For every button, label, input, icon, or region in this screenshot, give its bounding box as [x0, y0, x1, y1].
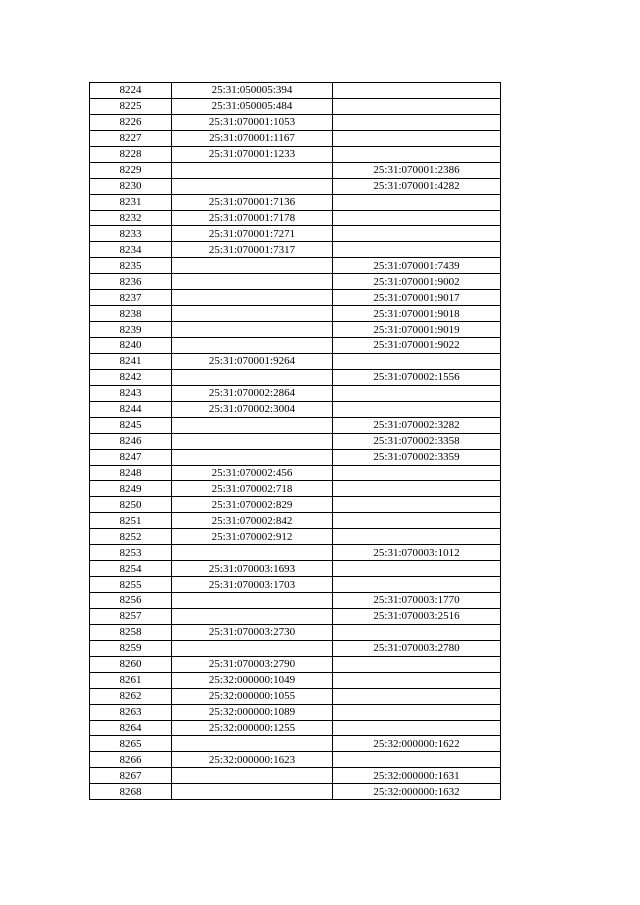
- cadastral-number-cell-col2: [172, 417, 333, 433]
- table-row: [90, 178, 501, 194]
- cadastral-number-cell-col3: 25:31:070003:2780: [333, 640, 501, 656]
- table-row: [90, 672, 501, 688]
- row-number-cell: 8231: [90, 194, 172, 210]
- cadastral-number-cell-col2: [172, 768, 333, 784]
- table-row: [90, 98, 501, 114]
- table-row: [90, 561, 501, 577]
- cadastral-number-cell-col3: [333, 529, 501, 545]
- table-row: [90, 640, 501, 656]
- cadastral-number-cell-col3: [333, 497, 501, 513]
- table-row: [90, 656, 501, 672]
- cadastral-number-cell-col3: [333, 401, 501, 417]
- cadastral-number-cell-col2: 25:31:070002:3004: [172, 401, 333, 417]
- cadastral-number-cell-col3: [333, 561, 501, 577]
- table-row: [90, 417, 501, 433]
- cadastral-number-cell-col3: [333, 577, 501, 593]
- row-number-cell: 8228: [90, 146, 172, 162]
- table-row: [90, 338, 501, 354]
- cadastral-number-cell-col2: [172, 449, 333, 465]
- cadastral-number-cell-col3: 25:31:070001:2386: [333, 162, 501, 178]
- table-row: [90, 720, 501, 736]
- cadastral-number-cell-col3: 25:31:070002:3358: [333, 433, 501, 449]
- cadastral-number-cell-col3: 25:31:070001:9002: [333, 274, 501, 290]
- row-number-cell: 8240: [90, 338, 172, 354]
- table-row: [90, 752, 501, 768]
- table-row: [90, 768, 501, 784]
- cadastral-number-cell-col2: 25:31:070003:2790: [172, 656, 333, 672]
- table-row: [90, 608, 501, 624]
- table-row: [90, 529, 501, 545]
- cadastral-number-cell-col2: 25:31:070002:842: [172, 513, 333, 529]
- cadastral-number-cell-col2: 25:31:070001:7271: [172, 226, 333, 242]
- cadastral-number-cell-col3: 25:31:070001:9019: [333, 322, 501, 338]
- row-number-cell: 8256: [90, 593, 172, 609]
- row-number-cell: 8227: [90, 130, 172, 146]
- cadastral-number-cell-col2: 25:31:070001:1053: [172, 114, 333, 130]
- cadastral-number-cell-col2: [172, 290, 333, 306]
- row-number-cell: 8244: [90, 401, 172, 417]
- row-number-cell: 8246: [90, 433, 172, 449]
- row-number-cell: 8243: [90, 385, 172, 401]
- cadastral-number-cell-col2: 25:31:070002:718: [172, 481, 333, 497]
- row-number-cell: 8233: [90, 226, 172, 242]
- cadastral-number-cell-col2: 25:31:050005:394: [172, 83, 333, 99]
- cadastral-number-cell-col2: 25:32:000000:1255: [172, 720, 333, 736]
- cadastral-number-cell-col3: [333, 624, 501, 640]
- cadastral-number-cell-col2: 25:31:070001:1167: [172, 130, 333, 146]
- cadastral-number-cell-col3: [333, 210, 501, 226]
- row-number-cell: 8225: [90, 98, 172, 114]
- row-number-cell: 8238: [90, 306, 172, 322]
- cadastral-number-cell-col3: 25:31:070001:7439: [333, 258, 501, 274]
- table-row: [90, 83, 501, 99]
- cadastral-number-cell-col2: 25:31:070001:7136: [172, 194, 333, 210]
- row-number-cell: 8267: [90, 768, 172, 784]
- row-number-cell: 8268: [90, 784, 172, 800]
- row-number-cell: 8242: [90, 369, 172, 385]
- table-row: [90, 369, 501, 385]
- cadastral-number-cell-col3: 25:31:070003:1012: [333, 545, 501, 561]
- cadastral-number-cell-col2: 25:31:070003:1703: [172, 577, 333, 593]
- row-number-cell: 8255: [90, 577, 172, 593]
- table-row: [90, 274, 501, 290]
- table-row: [90, 194, 501, 210]
- cadastral-number-cell-col3: [333, 146, 501, 162]
- cadastral-number-cell-col3: [333, 672, 501, 688]
- cadastral-number-cell-col3: [333, 98, 501, 114]
- cadastral-number-cell-col2: [172, 162, 333, 178]
- cadastral-number-cell-col2: [172, 322, 333, 338]
- cadastral-number-cell-col3: 25:31:070001:9022: [333, 338, 501, 354]
- cadastral-number-cell-col2: 25:32:000000:1089: [172, 704, 333, 720]
- table-row: [90, 162, 501, 178]
- cadastral-number-cell-col2: 25:31:070002:2864: [172, 385, 333, 401]
- cadastral-number-cell-col3: 25:32:000000:1631: [333, 768, 501, 784]
- table-row: [90, 290, 501, 306]
- cadastral-number-cell-col2: 25:32:000000:1623: [172, 752, 333, 768]
- cadastral-number-cell-col3: [333, 752, 501, 768]
- table-row: [90, 624, 501, 640]
- cadastral-number-cell-col3: [333, 656, 501, 672]
- row-number-cell: 8263: [90, 704, 172, 720]
- cadastral-number-cell-col3: 25:32:000000:1622: [333, 736, 501, 752]
- cadastral-number-cell-col2: [172, 784, 333, 800]
- cadastral-number-cell-col3: [333, 194, 501, 210]
- cadastral-number-cell-col3: 25:31:070002:3359: [333, 449, 501, 465]
- cadastral-number-cell-col3: [333, 688, 501, 704]
- row-number-cell: 8259: [90, 640, 172, 656]
- table-row: [90, 513, 501, 529]
- cadastral-number-cell-col3: 25:31:070001:9017: [333, 290, 501, 306]
- row-number-cell: 8226: [90, 114, 172, 130]
- cadastral-number-cell-col2: 25:32:000000:1049: [172, 672, 333, 688]
- row-number-cell: 8252: [90, 529, 172, 545]
- row-number-cell: 8232: [90, 210, 172, 226]
- cadastral-number-cell-col2: [172, 736, 333, 752]
- row-number-cell: 8235: [90, 258, 172, 274]
- cadastral-number-cell-col2: [172, 369, 333, 385]
- cadastral-number-cell-col3: [333, 481, 501, 497]
- table-body: [90, 83, 501, 800]
- row-number-cell: 8237: [90, 290, 172, 306]
- cadastral-number-cell-col3: [333, 704, 501, 720]
- row-number-cell: 8257: [90, 608, 172, 624]
- row-number-cell: 8224: [90, 83, 172, 99]
- row-number-cell: 8239: [90, 322, 172, 338]
- row-number-cell: 8258: [90, 624, 172, 640]
- table-row: [90, 401, 501, 417]
- table-row: [90, 593, 501, 609]
- row-number-cell: 8249: [90, 481, 172, 497]
- row-number-cell: 8253: [90, 545, 172, 561]
- table-row: [90, 226, 501, 242]
- cadastral-number-cell-col3: [333, 513, 501, 529]
- cadastral-number-cell-col2: 25:31:070001:1233: [172, 146, 333, 162]
- row-number-cell: 8230: [90, 178, 172, 194]
- cadastral-number-cell-col2: 25:31:070003:2730: [172, 624, 333, 640]
- cadastral-number-cell-col2: [172, 274, 333, 290]
- row-number-cell: 8241: [90, 353, 172, 369]
- table-row: [90, 449, 501, 465]
- table-row: [90, 242, 501, 258]
- row-number-cell: 8266: [90, 752, 172, 768]
- row-number-cell: 8254: [90, 561, 172, 577]
- cadastral-number-cell-col3: [333, 385, 501, 401]
- cadastral-number-cell-col3: [333, 114, 501, 130]
- cadastral-number-cell-col2: 25:31:070001:9264: [172, 353, 333, 369]
- row-number-cell: 8250: [90, 497, 172, 513]
- cadastral-number-cell-col2: [172, 258, 333, 274]
- row-number-cell: 8265: [90, 736, 172, 752]
- table-row: [90, 322, 501, 338]
- cadastral-number-cell-col2: 25:32:000000:1055: [172, 688, 333, 704]
- table-row: [90, 704, 501, 720]
- row-number-cell: 8262: [90, 688, 172, 704]
- row-number-cell: 8236: [90, 274, 172, 290]
- cadastral-number-cell-col3: 25:31:070003:2516: [333, 608, 501, 624]
- cadastral-number-cell-col2: [172, 338, 333, 354]
- table-row: [90, 545, 501, 561]
- table-row: [90, 306, 501, 322]
- table-row: [90, 146, 501, 162]
- cadastral-number-cell-col2: [172, 178, 333, 194]
- cadastral-number-cell-col2: 25:31:050005:484: [172, 98, 333, 114]
- cadastral-number-cell-col2: [172, 608, 333, 624]
- table-row: [90, 688, 501, 704]
- row-number-cell: 8247: [90, 449, 172, 465]
- cadastral-number-cell-col2: 25:31:070003:1693: [172, 561, 333, 577]
- row-number-cell: 8248: [90, 465, 172, 481]
- table-row: [90, 481, 501, 497]
- row-number-cell: 8251: [90, 513, 172, 529]
- cadastral-number-cell-col3: 25:31:070002:3282: [333, 417, 501, 433]
- cadastral-number-cell-col3: [333, 465, 501, 481]
- table-row: [90, 114, 501, 130]
- table-row: [90, 736, 501, 752]
- cadastral-number-cell-col2: 25:31:070002:912: [172, 529, 333, 545]
- cadastral-number-cell-col3: 25:31:070001:4282: [333, 178, 501, 194]
- cadastral-number-cell-col3: 25:31:070001:9018: [333, 306, 501, 322]
- cadastral-number-cell-col3: 25:31:070003:1770: [333, 593, 501, 609]
- cadastral-number-cell-col2: 25:31:070002:829: [172, 497, 333, 513]
- cadastral-number-cell-col2: 25:31:070001:7178: [172, 210, 333, 226]
- table-row: [90, 258, 501, 274]
- row-number-cell: 8245: [90, 417, 172, 433]
- table-row: [90, 385, 501, 401]
- cadastral-number-cell-col2: 25:31:070001:7317: [172, 242, 333, 258]
- table-row: [90, 497, 501, 513]
- cadastral-number-cell-col2: [172, 433, 333, 449]
- table-row: [90, 353, 501, 369]
- cadastral-number-cell-col2: [172, 306, 333, 322]
- cadastral-number-cell-col3: [333, 242, 501, 258]
- cadastral-number-cell-col2: 25:31:070002:456: [172, 465, 333, 481]
- cadastral-number-cell-col3: 25:32:000000:1632: [333, 784, 501, 800]
- cadastral-number-table: [89, 82, 501, 800]
- cadastral-number-cell-col3: [333, 130, 501, 146]
- cadastral-number-cell-col3: [333, 83, 501, 99]
- cadastral-number-cell-col2: [172, 593, 333, 609]
- table-row: [90, 577, 501, 593]
- cadastral-number-cell-col2: [172, 545, 333, 561]
- table-row: [90, 433, 501, 449]
- table-row: [90, 130, 501, 146]
- table-row: [90, 784, 501, 800]
- cadastral-number-cell-col3: [333, 353, 501, 369]
- row-number-cell: 8229: [90, 162, 172, 178]
- row-number-cell: 8234: [90, 242, 172, 258]
- table-row: [90, 465, 501, 481]
- cadastral-number-cell-col3: 25:31:070002:1556: [333, 369, 501, 385]
- row-number-cell: 8264: [90, 720, 172, 736]
- row-number-cell: 8261: [90, 672, 172, 688]
- cadastral-number-cell-col2: [172, 640, 333, 656]
- row-number-cell: 8260: [90, 656, 172, 672]
- cadastral-number-cell-col3: [333, 226, 501, 242]
- table-row: [90, 210, 501, 226]
- cadastral-number-cell-col3: [333, 720, 501, 736]
